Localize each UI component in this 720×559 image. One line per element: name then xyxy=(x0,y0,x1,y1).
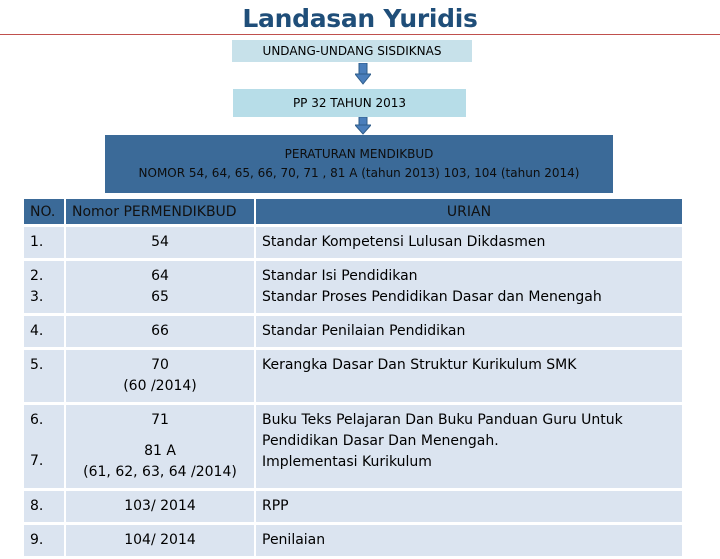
down-arrow-icon xyxy=(355,63,371,85)
cell-no xyxy=(24,261,66,313)
urian-line: Kerangka Dasar Dan Struktur Kurikulum SMK xyxy=(262,357,577,373)
nomor-line: 64 xyxy=(151,268,169,284)
cell-no xyxy=(24,491,66,522)
pp-box xyxy=(233,89,466,117)
header-nomor: Nomor PERMENDIKBUD xyxy=(66,199,256,224)
cell-urian xyxy=(256,405,682,488)
nomor-line: 66 xyxy=(151,323,169,339)
nomor-line: 70 xyxy=(151,357,169,373)
permendikbud-numbers: NOMOR 54, 64, 65, 66, 70, 71 , 81 A (tahun 2013) 103, 104 (tahun 2014) xyxy=(138,166,580,180)
no-line: 2. xyxy=(30,268,44,284)
no-line: 7. xyxy=(30,453,44,469)
cell-no xyxy=(24,227,66,258)
page-title: Landasan Yuridis xyxy=(242,4,478,33)
urian-line: Pendidikan Dasar Dan Menengah. xyxy=(262,433,499,449)
no-line: 1. xyxy=(30,234,44,250)
down-arrow-icon xyxy=(355,117,371,135)
urian-line: Implementasi Kurikulum xyxy=(262,454,432,470)
cell-urian xyxy=(256,227,682,258)
urian-line: Standar Penilaian Pendidikan xyxy=(262,323,466,339)
urian-line: Penilaian xyxy=(262,532,326,548)
table-row xyxy=(24,227,682,258)
table-row xyxy=(24,525,682,556)
nomor-line: 54 xyxy=(151,234,169,250)
header-urian: URIAN xyxy=(256,199,682,224)
cell-nomor xyxy=(66,525,256,556)
cell-no xyxy=(24,405,66,488)
cell-urian xyxy=(256,350,682,402)
nomor-line: 103/ 2014 xyxy=(124,498,196,514)
no-line: 5. xyxy=(30,357,44,373)
cell-urian xyxy=(256,491,682,522)
cell-nomor xyxy=(66,227,256,258)
cell-nomor xyxy=(66,491,256,522)
cell-nomor xyxy=(66,350,256,402)
cell-no xyxy=(24,350,66,402)
urian-line: Standar Kompetensi Lulusan Dikdasmen xyxy=(262,234,546,250)
urian-line: Buku Teks Pelajaran Dan Buku Panduan Guru Untuk xyxy=(262,412,623,428)
urian-line: RPP xyxy=(262,498,289,514)
no-line: 9. xyxy=(30,532,44,548)
nomor-line: 71 xyxy=(151,412,169,428)
nomor-line: 65 xyxy=(151,289,169,305)
pp-label: PP 32 TAHUN 2013 xyxy=(292,96,407,110)
table-row xyxy=(24,491,682,522)
cell-urian xyxy=(256,525,682,556)
cell-urian xyxy=(256,316,682,347)
cell-no xyxy=(24,316,66,347)
cell-nomor xyxy=(66,316,256,347)
cell-nomor xyxy=(66,261,256,313)
title-divider xyxy=(0,34,720,35)
urian-line: Standar Isi Pendidikan xyxy=(262,268,418,284)
table-header-row xyxy=(24,199,682,224)
table-row xyxy=(24,350,682,402)
no-line: 6. xyxy=(30,412,44,428)
urian-line: Standar Proses Pendidikan Dasar dan Menengah xyxy=(262,289,602,305)
nomor-line: 104/ 2014 xyxy=(124,532,196,548)
header-no: NO. xyxy=(24,199,66,224)
table-row xyxy=(24,316,682,347)
no-line: 3. xyxy=(30,289,44,305)
nomor-line: (60 /2014) xyxy=(123,378,197,394)
table-row xyxy=(24,261,682,313)
nomor-line: (61, 62, 63, 64 /2014) xyxy=(83,464,237,480)
permendikbud-box xyxy=(105,135,613,193)
cell-nomor xyxy=(66,405,256,488)
law-label: UNDANG-UNDANG SISDIKNAS xyxy=(262,44,442,58)
law-box xyxy=(232,40,472,62)
permendikbud-title: PERATURAN MENDIKBUD xyxy=(284,147,434,161)
urian-table xyxy=(24,196,682,559)
no-line: 4. xyxy=(30,323,44,339)
no-line: 8. xyxy=(30,498,44,514)
nomor-line: 81 A xyxy=(144,443,176,459)
cell-urian xyxy=(256,261,682,313)
table-row xyxy=(24,405,682,488)
cell-no xyxy=(24,525,66,556)
